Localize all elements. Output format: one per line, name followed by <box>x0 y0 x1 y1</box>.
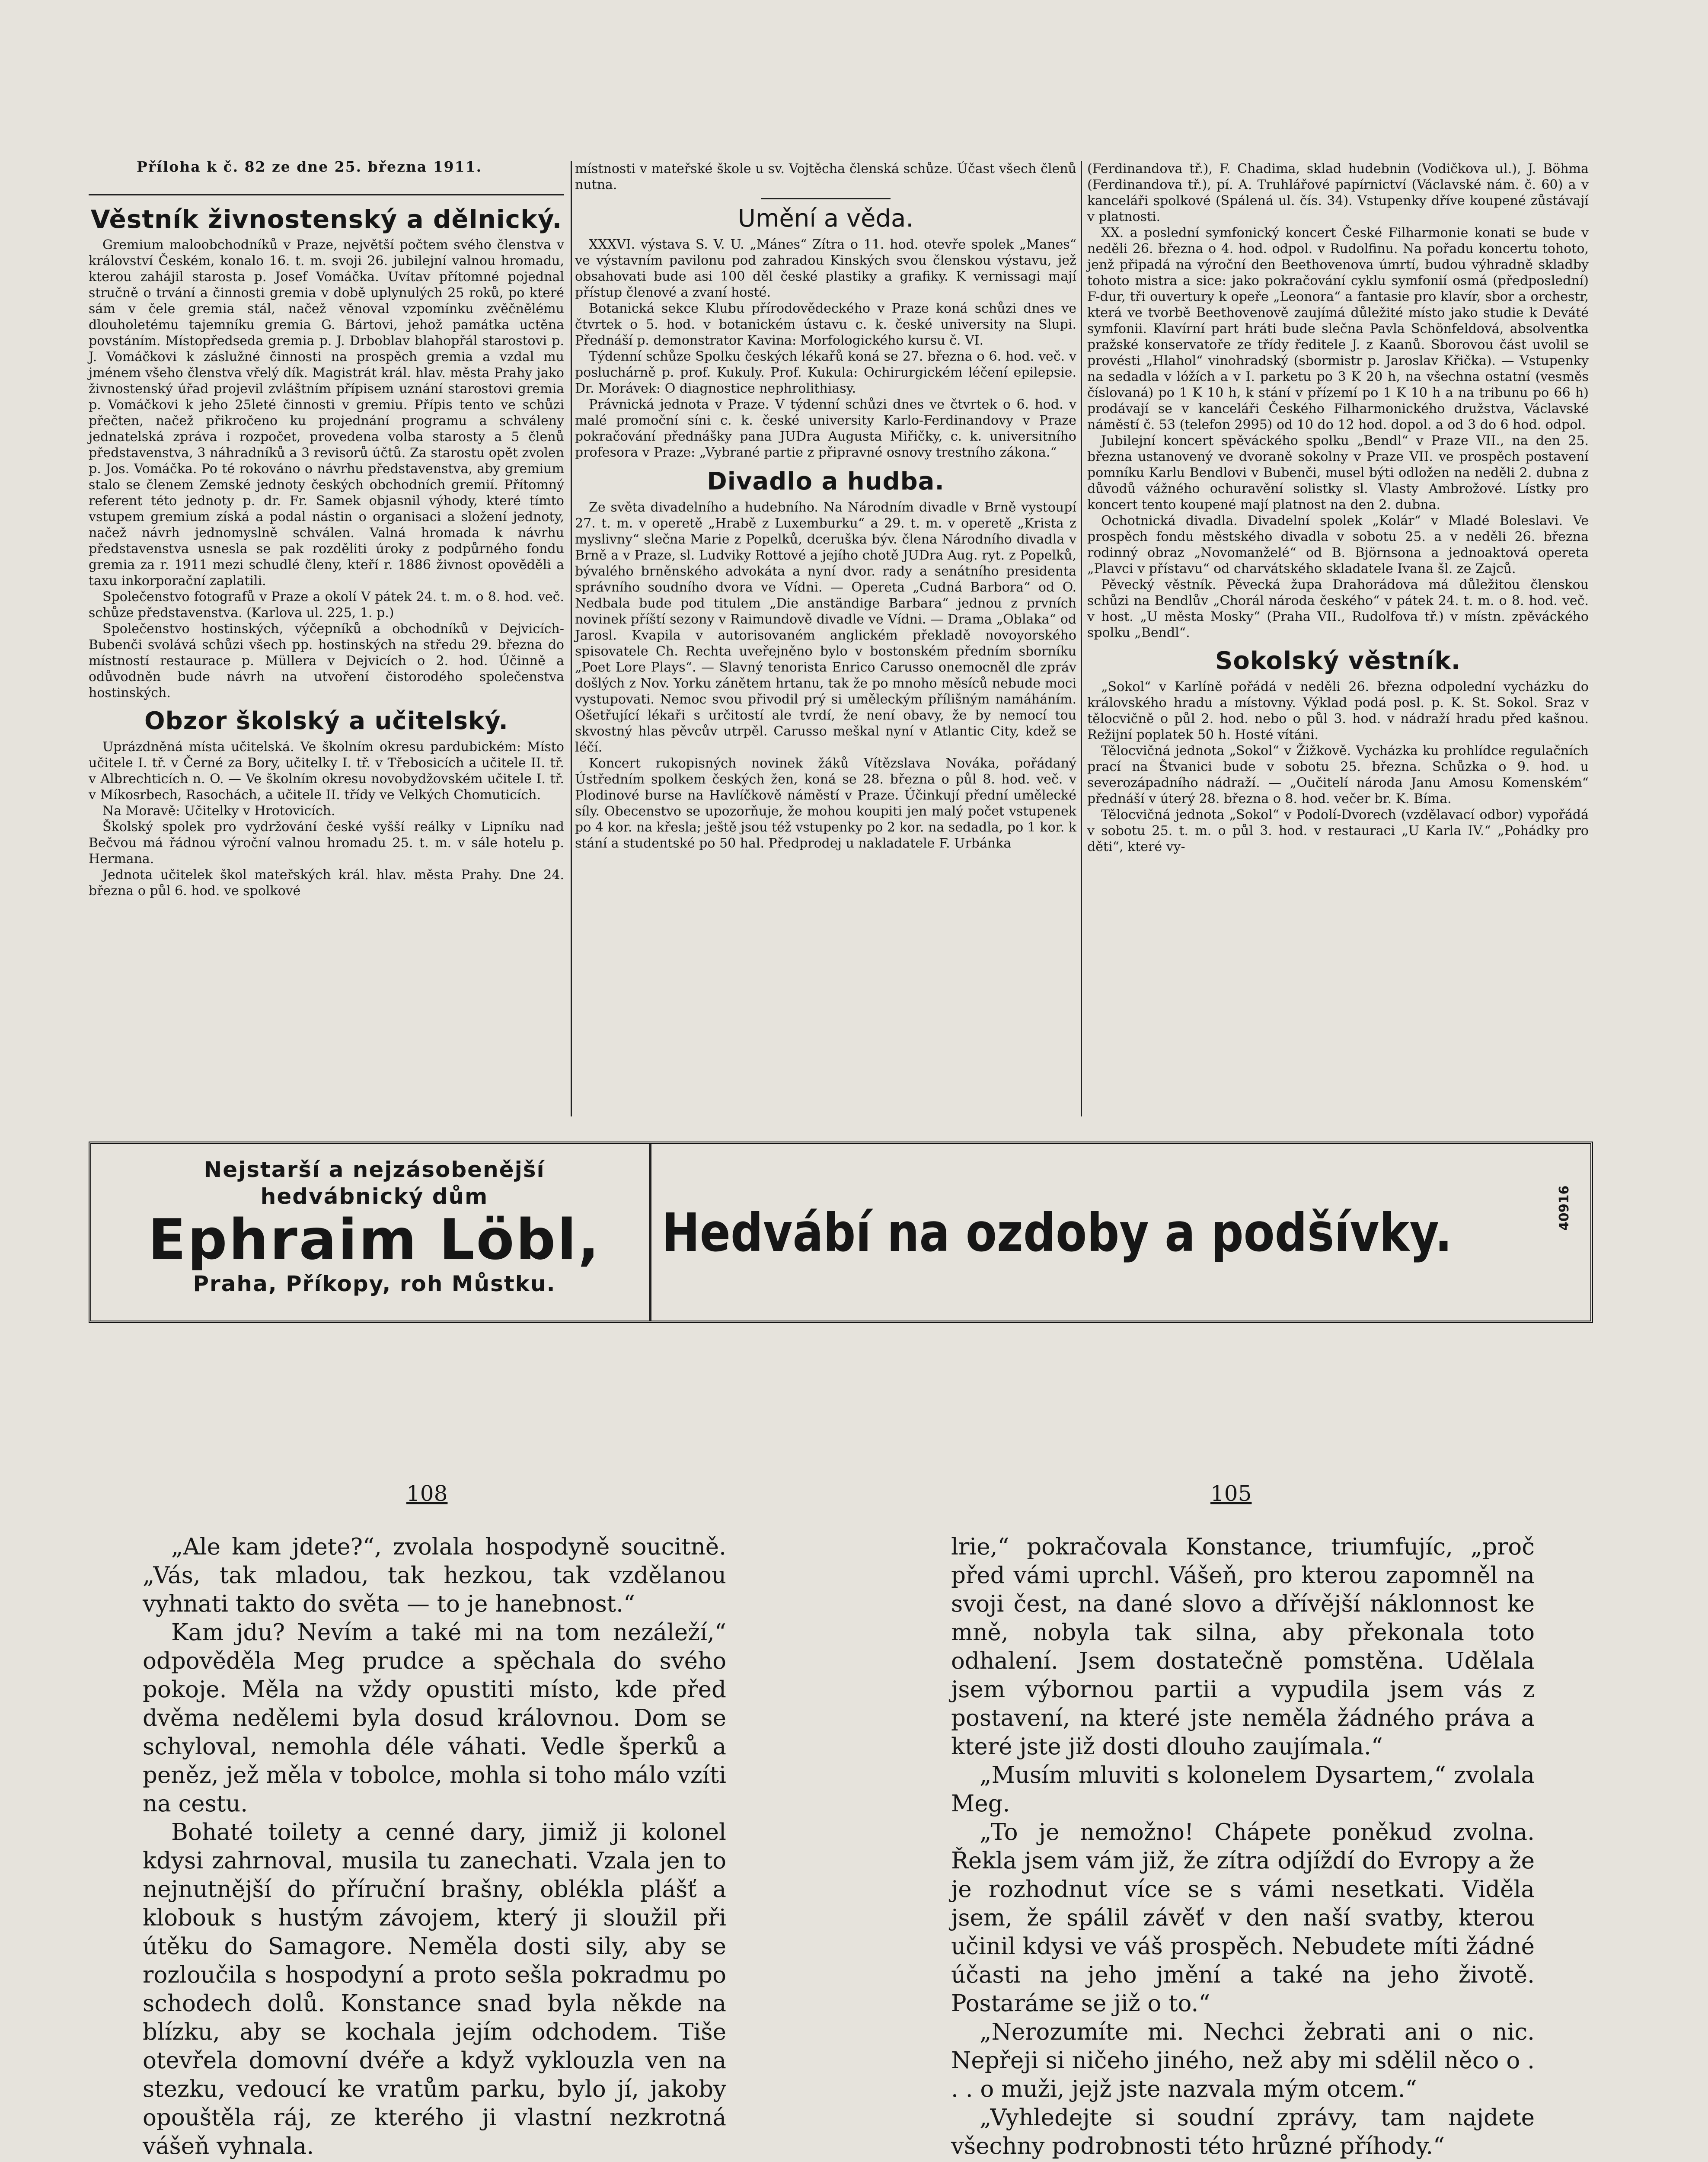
novel-left-p1: „Ale kam jdete?“, zvolala hospodyně soucitně. „Vás, tak mladou, tak hezkou, tak vzdělanou vyhnati takto do světa — to je hanebnost.“ <box>143 1534 726 1617</box>
novel-right-p1: lrie,“ pokračovala Konstance, triumfujíc, „proč před vámi uprchl. Vášeň, pro kterou zapomněl na svoji čest, na dané slovo a dřívější náklonnost ke mně, nobyla tak silna, aby překonala toto odhalení. Jsem dostatečně pomstěna. Udělala jsem výbornou partii a vypudila jsem vás z postavení, na které jste neměla žádného práva a které jste již dosti dlouho zaujímala.“ <box>951 1534 1535 1760</box>
article-morava: Na Moravě: Učitelky v Hrotovicích. <box>102 803 335 819</box>
ad-code: 40916 <box>1557 1185 1572 1231</box>
page-number-right: 105 <box>1210 1481 1252 1506</box>
novel-right-p2: „Musím mluviti s kolonelem Dysartem,“ zvolala Meg. <box>951 1762 1535 1817</box>
article-ze-sveta: Ze světa divadelního a hudebního. Na Národním divadle v Brně vystoupí 27. t. m. v operetě „Hrabě z Luxemburku“ a 29. t. m. v operetě „Krista z myslivny“ slečna Marie z Popelků, dceruška býv. člena Národního divadla v Brně a v Praze, sl. Ludviky Rottové a jejího chotě JUDra Aug. ryt. z Popelků, bývalého brněnského advokáta a nyní dvor. rady a senátního presidenta správního soudního dvora ve Vídni. — Opereta „Cudná Barbora“ od O. Nedbala bude pod titulem „Die anständige Barbara“ jednou z prvních novinek příští sezony v Raimundově divadle ve Vídni. — Drama „Oblaka“ od Jarosl. Kvapila v autorisovaném anglickém překladě novoyorského spisovatele Ch. Rechta uveřejněno bylo v bostonském předním sborníku „Poet Lore Plays“. — Slavný tenorista Enrico Carusso onemocněl dle zpráv došlých z Nov. Yorku zánětem hrtanu, tak že po mnoho měsíců nebude moci vystupovati. Nemoc svou přivodil prý si uměleckým přílišným namáháním. Ošetřující lékaři s určitostí ale tvrdí, že není obavy, že by nemocí tou skvostný hlas pěvcův utrpěl. Carusso meškal nyní v Atlantic City, kdež se léčí. <box>575 500 1076 755</box>
column-divider-1 <box>571 161 572 1116</box>
ad-line2: hedvábnický dům <box>260 1184 488 1209</box>
ad-shop-block <box>109 1156 640 1297</box>
novel-page-right <box>951 1533 1535 2162</box>
article-pevecky: Pěvecký věstník. Pěvecká župa Drahorádova má důležitou členskou schůzi na Bendlův „Chorál národa českého“ v pátek 24. t. m. o 8. hod. več. v host. „U města Mosky“ (Praha VII., Rudolfova tř.) v místn. zpěváckého spolku „Bendl“. <box>1087 577 1589 640</box>
article-continuation: místnosti v mateřské škole u sv. Vojtěcha členská schůze. Účast všech členů nutna. <box>575 161 1076 192</box>
article-gremium: Gremium maloobchodníků v Praze, největší počtem svého členstva v království Českém, konalo 16. t. m. svoji 26. jubilejní valnou hromadu, kterou zahájil starosta p. Josef Vomáčka. Uvítav přítomné pojednal stručně o trvání a činnosti gremia v době uplynulých 25 roků, po které sám v čele gremia stál, načež věnoval vzpomínku zvěčnělému dlouholetému tajemníku gremia G. Bártovi, jehož památka uctěna povstáním. Místopředseda gremia p. J. Drboblav blahopřál starostovi p. J. Vomáčkovi k záslužné činnosti na prospěch gremia a vzdal mu jménem všeho členstva vřelý dík. Magistrát král. hlav. města Prahy jako živnostenský úřad projevil zvláštním přípisem uznání starostovi gremia p. Vomáčkovi k jeho 25leté činnosti v gremiu. Přípis tento ve schůzi přečten, načež přikročeno ku projednání programu a schváleny jednatelská zpráva i rozpočet, provedena volba starosty a 5 členů představenstva, 3 náhradníků a 3 revisorů účtů. Za starostu opět zvolen p. Jos. Vomáčka. Po té rokováno o návrhu představenstva, aby gremium stalo se členem Zemské jednoty českých obchodních gremií. Přítomný referent této jednoty p. dr. Fr. Samek objasnil výhody, které tímto vstupem gremium získá a podal nástin o organisaci a složení jednoty, načež návrh jednomyslně schválen. Valná hromada k návrhu představenstva usnesla se pak rozděliti úroky z podpůrného fondu gremia za r. 1911 mezi schudlé členy, kteří r. 1886 živnost opověděli a taxu inkorporační zaplatili. <box>89 237 564 588</box>
article-sokol-podoli: Tělocvičná jednota „Sokol“ v Podolí-Dvorech (vzdělavací odbor) vypořádá v sobotu 25. t. m. o půl 3. hod. v restauraci „U Karla IV.“ „Pohádky pro děti“, které vy- <box>1087 807 1589 854</box>
novel-page-left <box>143 1533 726 2162</box>
article-pravnicka: Právnická jednota v Praze. V týdenní schůzi dnes ve čtvrtek o 6. hod. v malé promoční síni c. k. české university Karlo-Ferdinandovy v Praze pokračování přednášky pana JUDra Augusta Miřičky, c. k. universitního profesora v Praze: „Vybrané partie z připravné osnovy trestního zákona.“ <box>575 397 1076 460</box>
heading-umeni: Umění a věda. <box>737 205 914 233</box>
novel-right-p5: „Vyhledejte si soudní zprávy, tam najdete všechny podrobnosti této hrůzné příhody.“ <box>951 2104 1535 2159</box>
header-rule-left <box>89 194 564 195</box>
column-divider-2 <box>1081 161 1082 1116</box>
column-1 <box>89 200 564 899</box>
ad-address: Praha, Příkopy, roh Můstku. <box>193 1271 556 1296</box>
article-sokol-zizkov: Tělocvičná jednota „Sokol“ v Žižkově. Vycházka ku prohlídce regulačních prací na Štvanici bude v sobotu 25. března. Schůzka o 9. hod. u severozápadního nádraží. — „Oučitelí národa Janu Amosu Komenském“ přednáší v úterý 28. března o 8. hod. večer br. K. Bíma. <box>1087 743 1589 806</box>
article-koncert-novak: Koncert rukopisných novinek žáků Vítězslava Nováka, pořádaný Ústředním spolkem českých žen, koná se 28. března o půl 8. hod. več. v Plodinové burse na Havlíčkově náměstí v Praze. Účinkují přední umělecké síly. Obecenstvo se upozorňuje, že mohou koupiti jen malý počet vstupenek po 4 kor. na křesla; ještě jsou též vstupenky po 2 kor. na sedadla, po 1 kor. k stání a studentské po 50 hal. Předprodej u nakladatele F. Urbánka <box>575 756 1076 851</box>
article-fotografove: Společenstvo fotografů v Praze a okolí V pátek 24. t. m. o 8. hod. več. schůze představenstva. (Karlova ul. 225, 1. p.) <box>89 589 564 620</box>
novel-right-p4: „Nerozumíte mi. Nechci žebrati ani o nic. Nepřeji si ničeho jiného, než aby mi sdělil něco o . . . o muži, jejž jste nazvala mým otcem.“ <box>951 2019 1535 2102</box>
article-sokol-karlin: „Sokol“ v Karlíně pořádá v neděli 26. března odpolední vycházku do královského hradu a místovny. Výklad podá posl. p. K. St. Sokol. Sraz v tělocvičně o půl 2. hod. nebo o půl 3. hod. v nádraží hradu před kašnou. Režijní poplatek 50 h. Hosté vítáni. <box>1087 679 1589 742</box>
ad-line1: Nejstarší a nejzásobenější <box>204 1157 545 1182</box>
article-uprazdnena-mista: Uprázdněná místa učitelská. Ve školním okresu pardubickém: Místo učitele I. tř. v Černé za Bory, učitelky I. tř. v Třebosicích a učitele II. tř. v Albrechticích n. O. — Ve školním okresu novobydžovském učitele I. tř. v Míkosrbech, Rasochách, a učitele II. třídy ve Velkých Chomuticích. <box>89 739 564 803</box>
ad-divider <box>649 1144 651 1321</box>
article-hostinsti: Společenstvo hostinských, výčepníků a obchodníků v Dejvicích-Bubenči svolává schůzi všech pp. hostinských na středu 29. března do místností restaurace p. Müllera v Dejvicích o 2. hod. Účinně a odůvodněn bude návrh na utvoření čistorodého společenstva hostinských. <box>89 621 564 700</box>
heading-sokol: Sokolský věstník. <box>1215 647 1461 675</box>
heading-obzor: Obzor školský a učitelský. <box>144 707 508 735</box>
article-continuation-3: (Ferdinandova tř.), F. Chadima, sklad hudebnin (Vodičkova ul.), J. Böhma (Ferdinandova tř.), pí. A. Truhlářové papírnictví (Václavské nám. č. 60) a v kanceláři spolkové (Spálená ul. čís. 34). Vstupenky dříve koupené zůstávají v platnosti. <box>1087 161 1589 224</box>
novel-left-p2: Kam jdu? Nevím a také mi na tom nezáleží,“ odpověděla Meg prudce a spěchala do svého pokoje. Měla na vždy opustiti místo, kde před dvěma nedělemi byla dosud královnou. Dom se schyloval, nemohla déle váhati. Vedle šperků a peněz, jež měla v tobolce, mohla si toho málo vzíti na cestu. <box>143 1619 726 1817</box>
ad-shop-name: Ephraim Löbl, <box>148 1208 601 1272</box>
article-manes: XXXVI. výstava S. V. U. „Mánes“ Zítra o 11. hod. otevře spolek „Manes“ ve výstavním pavilonu pod zahradou Kinských svou členskou výstavu, jež obsahovati bude asi 100 děl české plastiky a grafiky. K vernissagi mají přístup členové a zvaní hosté. <box>575 237 1076 300</box>
article-skolsky-spolek: Školský spolek pro vydržování české vyšší reálky v Lipníku nad Bečvou má řádnou výroční valnou hromadu 25. t. m. v sále hotelu p. Hermana. <box>89 819 564 867</box>
novel-left-p3: Bohaté toilety a cenné dary, jimiž ji kolonel kdysi zahrnoval, musila tu zanechati. Vzala jen to nejnutnější do příruční brašny, oblékla plášť a klobouk s hustým závojem, který ji sloužil při útěku do Samagore. Neměla dosti sily, aby se rozloučila s hospodyní a proto sešla pokradmu po schodech dolů. Konstance snad byla někde na blízku, aby se kochala jejím odchodem. Tiše otevřela domovní dvéře a když vyklouzla ven na stezku, vedoucí ke vratům parku, bylo jí, jakoby opouštěla ráj, ze kterého ji vlastní nezkrotná vášeň vyhnala. <box>143 1819 726 2159</box>
heading-vestnik: Věstník živnostenský a dělnický. <box>90 205 562 234</box>
novel-right-p3: „To je nemožno! Chápete poněkud zvolna. Řekla jsem vám již, že zítra odjíždí do Evropy a že je rozhodnut více se s vámi nesetkati. Viděla jsem, že spálil závěť v den naší svatby, kterou učinil kdysi ve váš prospěch. Nebudete míti žádné účasti na jeho jmění a také na jeho životě. Postaráme se již o to.“ <box>951 1819 1535 2017</box>
ad-slogan: Hedvábí na ozdoby a podšívky. <box>662 1202 1453 1263</box>
section-rule <box>761 198 891 199</box>
page-number-left: 108 <box>406 1481 448 1506</box>
article-ochotnicka: Ochotnická divadla. Divadelní spolek „Kolár“ v Mladé Boleslavi. Ve prospěch fondu městského divadla v sobotu 25. a v neděli 26. března rodinný obraz „Novomanželé“ od B. Björnsona a jednoaktová opereta „Plavci v přístavu“ od charvátského skladatele Ivana šl. ze Zajců. <box>1087 513 1589 576</box>
column-3 <box>1087 161 1589 855</box>
column-2 <box>575 161 1076 851</box>
article-botanicka: Botanická sekce Klubu přírodovědeckého v Praze koná schůzi dnes ve čtvrtek o 5. hod. v botanickém ústavu c. k. české university na Slupi. Přednáší p. demonstrator Kavina: Morfologického kursu č. VI. <box>575 301 1076 348</box>
article-bendl: Jubilejní koncert spěváckého spolku „Bendl“ v Praze VII., na den 25. března ustanovený ve dvoraně sokolny v Praze VII. ve prospěch postavení pomníku Karlu Bendlovi v Bubenči, musel býti odložen na neděli 2. dubna z důvodů vážného ochuravění solistky sl. Vlasty Ambrožové. Lístky pro koncert tento koupené mají platnost na den 2. dubna. <box>1087 433 1589 512</box>
article-lekari: Týdenní schůze Spolku českých lékařů koná se 27. března o 6. hod. več. v posluchárně p. prof. Kukuly. Prof. Kukula: Ochirurgickém léčení epilepsie. Dr. Morávek: O diagnostice nephrolithiasy. <box>575 349 1076 396</box>
supplement-header: Příloha k č. 82 ze dne 25. března 1911. <box>137 158 482 175</box>
advertisement <box>89 1142 1593 1323</box>
article-jednota-ucitelek: Jednota učitelek škol mateřských král. hlav. města Prahy. Dne 24. března o půl 6. hod. ve spolkové <box>89 867 564 899</box>
article-filharmonie: XX. a poslední symfonický koncert České Filharmonie konati se bude v neděli 26. března o 4. hod. odpol. v Rudolfinu. Na pořadu koncertu tohoto, jenž připadá na výroční den Beethovenova úmrtí, budou výhradně skladby tohoto mistra a sice: jako pokračování cyklu symfonií osmá (předposlední) F-dur, tři ouvertury k opeře „Leonora“ a fantasie pro klavír, sbor a orchestr, která ve tvorbě Beethovenově zaujímá důležité místo jako studie k Deváté symfonii. Klavírní part hráti bude slečna Pavla Schönfeldová, absolventka pražské konservatoře ze třídy ředitele J. z Kaanů. Sborovou část uvolil se provésti „Hlahol“ vinohradský (sbormistr p. Jaroslav Křička). — Vstupenky na sedadla v lóžích a v I. parketu po 3 K 20 h, na všechna ostatní (vesměs číslovaná) po 1 K 10 h, k stání v přízemí po 1 K 10 h a na tribunu po 66 h) prodávají se v kanceláři Českého Filharmonického družstva, Václavské náměstí č. 53 (telefon 2995) od 10 do 12 hod. dopol. a od 3 do 6 hod. odpol. <box>1087 225 1589 432</box>
heading-divadlo: Divadlo a hudba. <box>707 467 945 496</box>
